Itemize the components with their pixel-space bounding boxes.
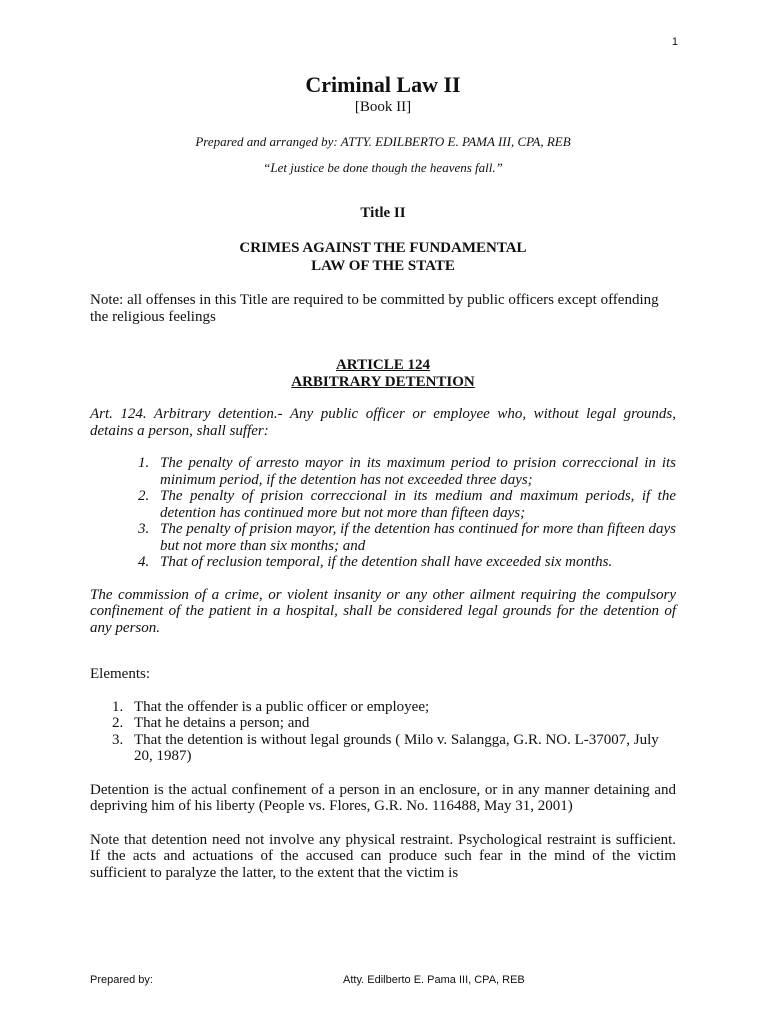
document-subtitle: [Book II] <box>354 99 412 115</box>
penalties-list <box>138 455 676 571</box>
list-item-number: 2. <box>112 715 124 731</box>
list-item-text: The penalty of prision correccional in its medium and maximum periods, if the detention has continued more but not more than fifteen days; <box>160 488 676 521</box>
commission-paragraph: The commission of a crime, or violent insanity or any other ailment requiring the compulsory confinement of the patient in a hospital, shall be considered legal grounds for the detention of any person. <box>90 586 676 636</box>
list-item <box>138 455 676 488</box>
elements-list <box>112 699 676 765</box>
list-item-number: 1. <box>138 455 150 471</box>
list-item-text: The penalty of prision mayor, if the detention has continued for more than fifteen days but not more than six months; and <box>160 521 676 554</box>
list-item <box>138 521 676 554</box>
list-item <box>138 554 676 571</box>
list-item <box>112 699 676 716</box>
article-heading-line-2: ARBITRARY DETENTION <box>291 374 475 390</box>
list-item-text: That the offender is a public officer or employee; <box>134 698 430 715</box>
title-heading <box>90 239 676 275</box>
list-item-text: The penalty of arresto mayor in its maximum period to prision correccional in its minimum period, if the detention has not exceeded three days; <box>160 455 676 488</box>
list-item-text: That of reclusion temporal, if the detention shall have exceeded six months. <box>160 554 613 570</box>
list-item-number: 1. <box>112 698 124 715</box>
article-text: Art. 124. Arbitrary detention.- Any public officer or employee who, without legal grounds, detains a person, shall suffer: <box>90 406 676 439</box>
list-item <box>112 732 676 765</box>
list-item <box>138 488 676 521</box>
list-item-number: 2. <box>138 488 150 504</box>
page-number: 1 <box>671 36 678 48</box>
prepared-by-line: Prepared and arranged by: ATTY. EDILBERTO E. PAMA III, CPA, REB <box>195 134 571 149</box>
list-item-number: 3. <box>138 521 150 537</box>
document-body <box>90 72 676 881</box>
list-item <box>112 715 676 732</box>
title-label: Title II <box>360 205 406 221</box>
title-note: Note: all offenses in this Title are required to be committed by public officers except offending the religious feelings <box>90 292 659 325</box>
elements-label: Elements: <box>90 666 150 682</box>
list-item-text: That he detains a person; and <box>134 715 310 731</box>
restraint-paragraph: Note that detention need not involve any physical restraint. Psychological restraint is sufficient. If the acts and actuations of the accused can produce such fear in the mind of the victim sufficient to paralyze the latter, to the extent that the victim is <box>90 831 676 881</box>
title-heading-line-2: LAW OF THE STATE <box>311 258 455 274</box>
detention-paragraph: Detention is the actual confinement of a person in an enclosure, or in any manner detaining and depriving him of his liberty (People vs. Flores, G.R. No. 116488, May 31, 2001) <box>90 781 676 814</box>
list-item-number: 4. <box>138 554 150 570</box>
list-item-number: 3. <box>112 731 124 748</box>
article-heading-line-1: ARTICLE 124 <box>335 357 431 373</box>
title-heading-line-1: CRIMES AGAINST THE FUNDAMENTAL <box>239 240 527 256</box>
article-heading <box>90 357 676 391</box>
motto-quote: “Let justice be done though the heavens fall.” <box>263 160 503 175</box>
footer-prepared-by: Prepared by: <box>90 974 153 986</box>
document-title: Criminal Law II <box>305 72 461 97</box>
footer-author: Atty. Edilberto E. Pama III, CPA, REB <box>343 974 525 986</box>
list-item-text: That the detention is without legal grounds ( Milo v. Salangga, G.R. NO. L-37007, July 20, 1987) <box>134 731 659 764</box>
